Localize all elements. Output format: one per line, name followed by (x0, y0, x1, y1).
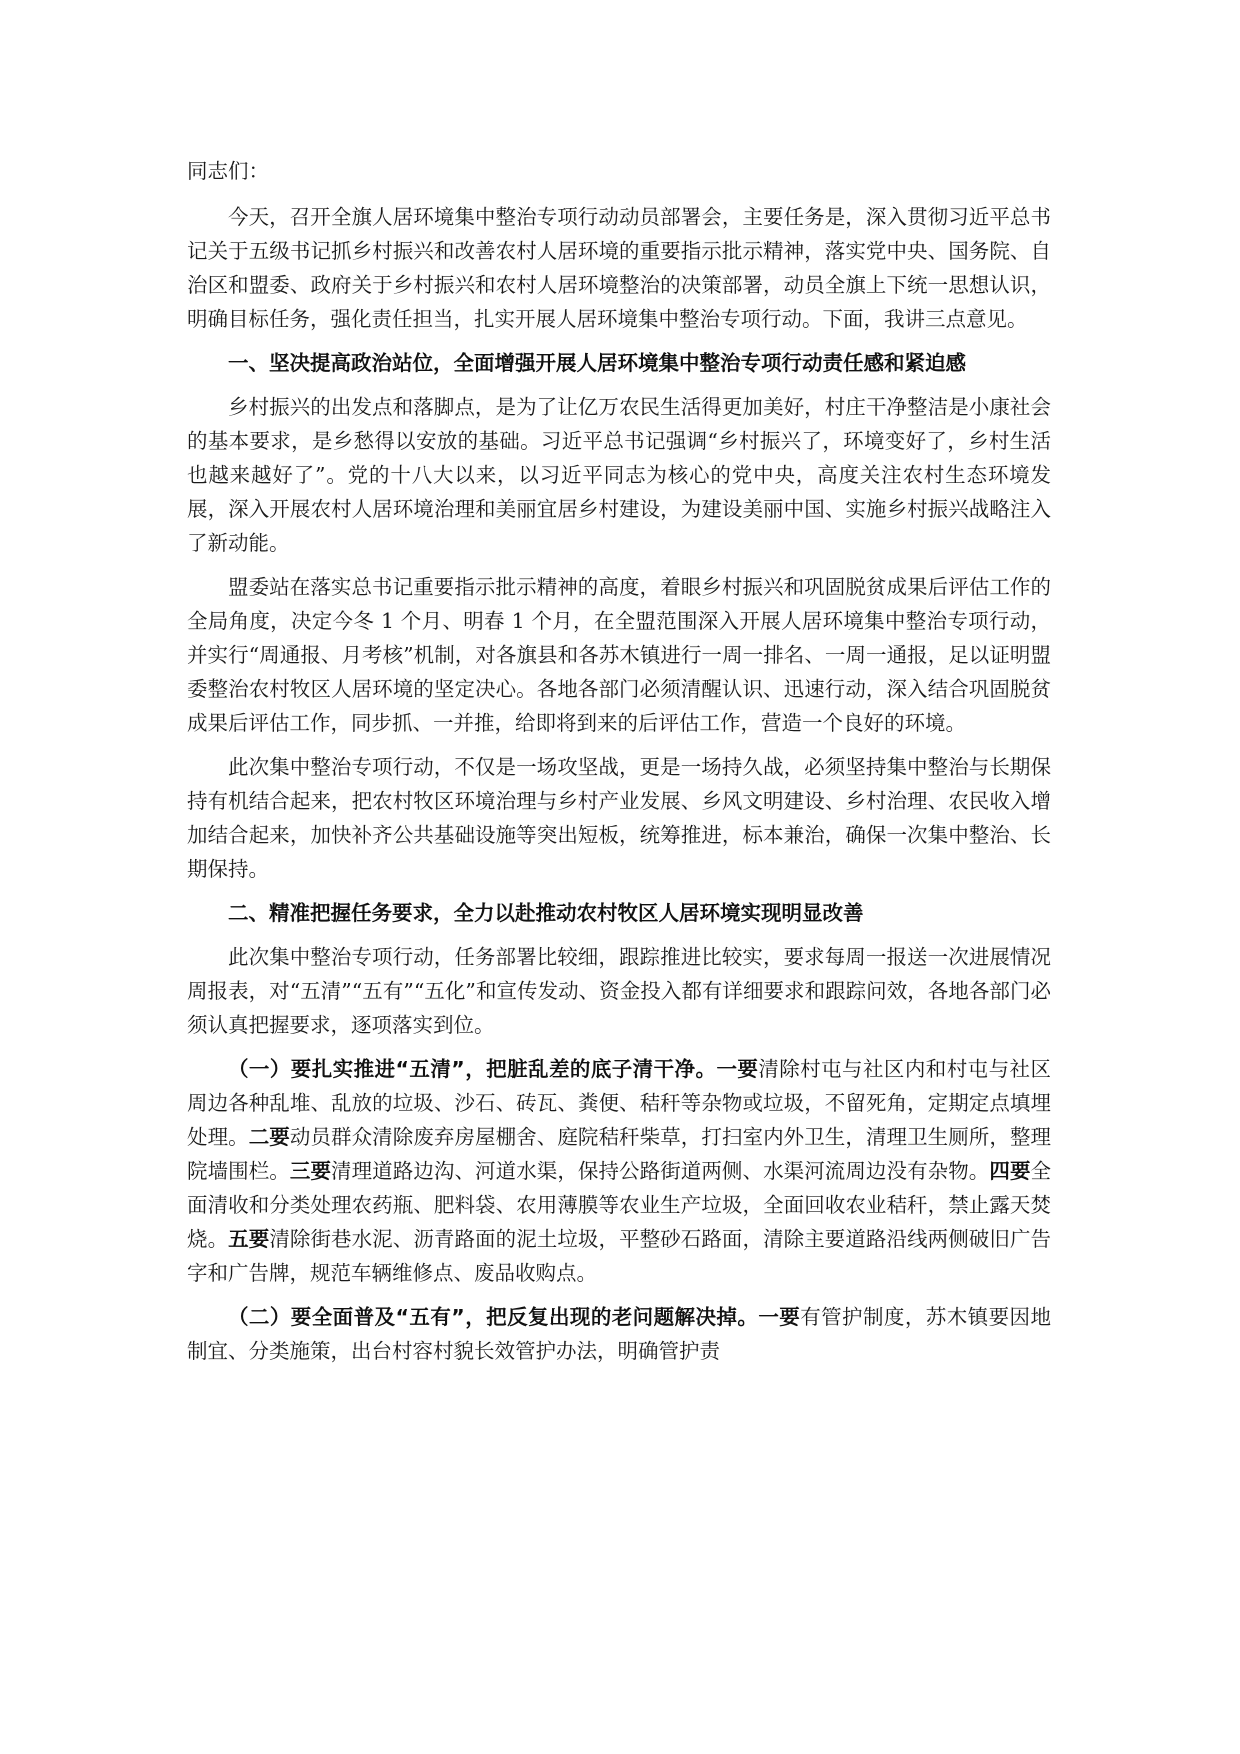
item-1-point-2-text: 动员群众清除废弃房屋棚舍、庭院秸秆柴草，打扫室内外卫生，清理卫生厕所，整理院墙围栏。 (187, 1125, 1052, 1183)
section-2-paragraph: 此次集中整治专项行动，任务部署比较细，跟踪推进比较实，要求每周一报送一次进展情况周报表，对“五清”“五有”“五化”和宣传发动、资金投入都有详细要求和跟踪问效，各地各部门必须认真把握要求，逐项落实到位。 (187, 945, 1051, 1037)
item-1-point-3-text: 清理道路边沟、河道水渠，保持公路街道两侧、水渠河流周边没有杂物。 (331, 1159, 990, 1183)
section-2-item-2 (187, 1300, 1051, 1368)
section-1-paragraph-2: 盟委站在落实总书记重要指示批示精神的高度，着眼乡村振兴和巩固脱贫成果后评估工作的全局角度，决定今冬 1 个月、明春 1 个月，在全盟范围深入开展人居环境集中整治专项行动，并实行“周通报、月考核”机制，对各旗县和各苏木镇进行一周一排名、一周一通报，足以证明盟委整治农村牧区人居环境的坚定决心。各地各部门必须清醒认识、迅速行动，深入结合巩固脱贫成果后评估工作，同步抓、一并推，给即将到来的后评估工作，营造一个良好的环境。 (187, 575, 1051, 735)
section-2-heading: 二、精准把握任务要求，全力以赴推动农村牧区人居环境实现明显改善 (228, 901, 864, 925)
salutation: 同志们： (187, 159, 269, 183)
section-1-paragraph-3: 此次集中整治专项行动，不仅是一场攻坚战，更是一场持久战，必须坚持集中整治与长期保持有机结合起来，把农村牧区环境治理与乡村产业发展、乡风文明建设、乡村治理、农民收入增加结合起来，加快补齐公共基础设施等突出短板，统筹推进，标本兼治，确保一次集中整治、长期保持。 (187, 755, 1051, 881)
item-1-point-5-label: 五要 (228, 1227, 270, 1251)
item-1-point-4-text: 全面清收和分类处理农药瓶、肥料袋、农用薄膜等农业生产垃圾，全面回收农业秸秆，禁止露天焚烧。 (187, 1159, 1052, 1251)
item-2-lead: （二）要全面普及“五有”，把反复出现的老问题解决掉。 (228, 1305, 759, 1329)
section-2-item-1 (187, 1052, 1051, 1290)
item-1-point-5-text: 清除街巷水泥、沥青路面的泥土垃圾，平整砂石路面，清除主要道路沿线两侧破旧广告字和广告牌，规范车辆维修点、废品收购点。 (187, 1227, 1052, 1285)
item-1-point-4-label: 四要 (989, 1159, 1031, 1183)
item-1-point-3-label: 三要 (289, 1159, 332, 1183)
item-2-point-1-label: 一要 (758, 1305, 801, 1329)
section-1-paragraph-1: 乡村振兴的出发点和落脚点，是为了让亿万农民生活得更加美好，村庄干净整洁是小康社会的基本要求，是乡愁得以安放的基础。习近平总书记强调“乡村振兴了，环境变好了，乡村生活也越来越好了”。党的十八大以来，以习近平同志为核心的党中央，高度关注农村生态环境发展，深入开展农村人居环境治理和美丽宜居乡村建设，为建设美丽中国、实施乡村振兴战略注入了新动能。 (187, 395, 1051, 555)
item-2-point-1-text: 有管护制度，苏木镇要因地制宜、分类施策，出台村容村貌长效管护办法，明确管护责 (187, 1305, 1051, 1363)
section-1-heading: 一、坚决提高政治站位，全面增强开展人居环境集中整治专项行动责任感和紧迫感 (228, 351, 966, 375)
item-1-point-1-text: 清除村屯与社区内和村屯与社区周边各种乱堆、乱放的垃圾、沙石、砖瓦、粪便、秸秆等杂物或垃圾，不留死角，定期定点填埋处理。 (187, 1057, 1051, 1149)
document-page (187, 154, 1051, 1378)
item-1-point-2-label: 二要 (248, 1125, 290, 1149)
item-1-point-1-label: 一要 (716, 1057, 759, 1081)
item-1-lead: （一）要扎实推进“五清”，把脏乱差的底子清干净。 (228, 1057, 717, 1081)
intro-paragraph: 今天，召开全旗人居环境集中整治专项行动动员部署会，主要任务是，深入贯彻习近平总书记关于五级书记抓乡村振兴和改善农村人居环境的重要指示批示精神，落实党中央、国务院、自治区和盟委、政府关于乡村振兴和农村人居环境整治的决策部署，动员全旗上下统一思想认识，明确目标任务，强化责任担当，扎实开展人居环境集中整治专项行动。下面，我讲三点意见。 (187, 205, 1051, 331)
